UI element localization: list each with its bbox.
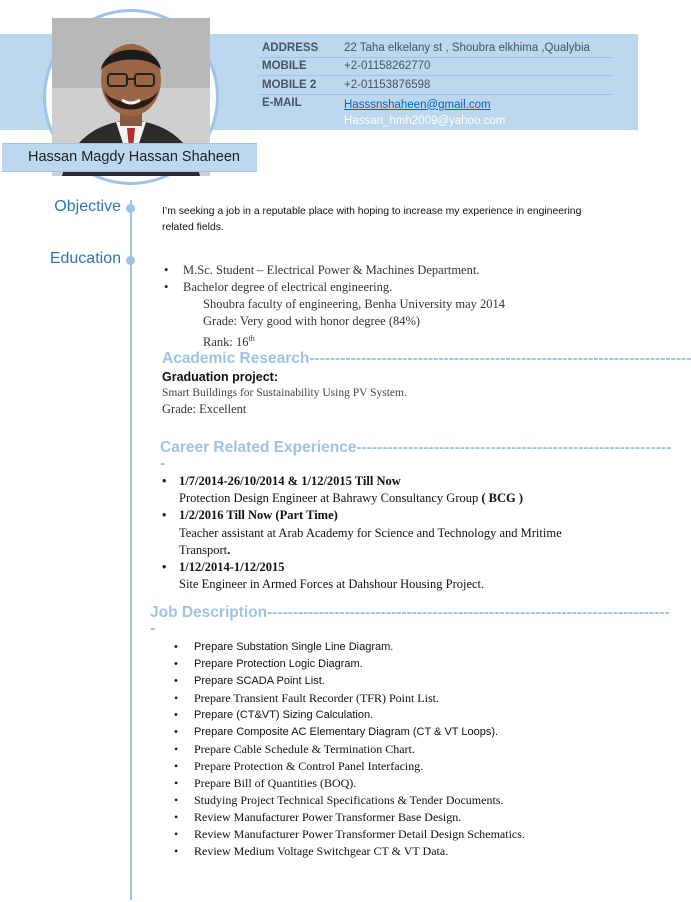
address-row xyxy=(258,39,612,58)
email-secondary: Hassan_hmh2009@yahoo.com xyxy=(344,114,506,127)
job-item-11: • Review Manufacturer Power Transformer Base Design. xyxy=(174,809,614,826)
job-item-13: • Review Medium Voltage Switchgear CT & VT Data. xyxy=(174,843,614,860)
graduation-project-topic: Smart Buildings for Sustainability Using PV System. xyxy=(162,387,407,399)
graduation-project-grade xyxy=(162,401,612,418)
timeline-line xyxy=(130,200,132,900)
job-title: Job Description xyxy=(150,604,268,621)
mobile-value: +2-01158262770 xyxy=(344,60,431,73)
career-divider: ------------------------------------------------------------- xyxy=(356,439,672,456)
rank-suffix: th xyxy=(248,334,255,343)
research-title: Academic Research xyxy=(162,350,310,367)
education-grade: Grade: Very good with honor degree (84%) xyxy=(203,314,421,328)
grade-label: Grade: xyxy=(162,402,197,416)
timeline-dot-objective xyxy=(126,204,135,213)
career-title: Career Related Experience xyxy=(160,439,357,456)
mobile-row xyxy=(258,58,612,77)
job-item-2: • Prepare Protection Logic Diagram. xyxy=(174,656,614,673)
job-item-12: • Review Manufacturer Power Transformer Detail Design Schematics. xyxy=(174,826,614,843)
job-heading xyxy=(150,604,670,622)
objective-heading: Objective xyxy=(54,198,121,215)
email-row xyxy=(258,95,612,131)
career-item-2-role: Teacher assistant at Arab Academy for Science and Technology and Mritime Transport xyxy=(179,525,562,557)
career-item-1-date: • 1/7/2014-26/10/2014 & 1/12/2015 Till Now xyxy=(160,473,610,490)
job-item-1: • Prepare Substation Single Line Diagram. xyxy=(174,639,614,656)
career-item-1-desc xyxy=(160,490,610,507)
education-item-msc: • M.Sc. Student – Electrical Power & Machines Department. xyxy=(162,262,612,279)
career-list xyxy=(160,473,610,593)
research-section xyxy=(162,369,612,418)
mobile-label: MOBILE xyxy=(262,60,307,73)
timeline-dot-education xyxy=(126,256,135,265)
job-item-6: • Prepare Composite AC Elementary Diagram (CT & VT Loops). xyxy=(174,724,614,741)
job-item-10: • Studying Project Technical Specifications & Tender Documents. xyxy=(174,792,614,809)
career-item-3-role: Site Engineer in Armed Forces at Dahshour Housing Project. xyxy=(179,577,485,592)
career-heading xyxy=(160,439,672,457)
education-item-bsc: • Bachelor degree of electrical engineering. xyxy=(162,279,612,296)
mobile2-value: +2-01153876598 xyxy=(344,78,431,91)
mobile2-label: MOBILE 2 xyxy=(262,78,317,91)
career-divider-overflow: - xyxy=(160,455,166,472)
career-item-1-company: ( BCG ) xyxy=(478,491,524,506)
contact-table xyxy=(258,39,612,131)
graduation-project-label: Graduation project: xyxy=(162,370,278,384)
job-divider: ------------------------------------------------------------------------------ xyxy=(267,604,670,621)
career-item-3-date: • 1/12/2014-1/12/2015 xyxy=(160,559,610,576)
job-item-4: • Prepare Transient Fault Recorder (TFR) Point List. xyxy=(174,690,614,707)
objective-text: I’m seeking a job in a reputable place with hoping to increase my experience in engineering related fields. xyxy=(162,206,582,233)
education-rank xyxy=(162,330,612,351)
career-item-1-role: Protection Design Engineer at Bahrawy Consultancy Group xyxy=(179,491,479,506)
career-item-3-desc xyxy=(160,576,610,593)
grade-value: Excellent xyxy=(196,402,247,416)
research-divider: -------------------------------------------------------------------------- xyxy=(309,350,691,367)
career-item-2-date: • 1/2/2016 Till Now (Part Time) xyxy=(160,507,610,524)
research-heading xyxy=(162,350,691,368)
education-section xyxy=(162,262,612,351)
candidate-name: Hassan Magdy Hassan Shaheen xyxy=(2,143,257,172)
email-primary-link[interactable]: Hasssnshaheen@gmail.com xyxy=(344,98,491,111)
address-label: ADDRESS xyxy=(262,41,319,54)
education-faculty: Shoubra faculty of engineering, Benha University may 2014 xyxy=(203,297,506,311)
career-item-2-desc xyxy=(160,525,610,559)
address-value: 22 Taha elkelany st , Shoubra elkhima ,Qualybia xyxy=(344,41,590,54)
job-item-9: • Prepare Bill of Quantities (BOQ). xyxy=(174,775,614,792)
job-item-5: • Prepare (CT&VT) Sizing Calculation. xyxy=(174,707,614,724)
job-list xyxy=(174,639,614,860)
email-label: E-MAIL xyxy=(262,96,302,109)
job-divider-overflow: - xyxy=(150,620,156,637)
job-item-3: • Prepare SCADA Point List. xyxy=(174,673,614,690)
education-heading: Education xyxy=(49,250,121,267)
job-item-7: • Prepare Cable Schedule & Termination Chart. xyxy=(174,741,614,758)
rank-text: Rank: 16 xyxy=(203,335,249,350)
career-item-2-end: . xyxy=(227,542,231,557)
job-item-8: • Prepare Protection & Control Panel Interfacing. xyxy=(174,758,614,775)
mobile2-row xyxy=(258,76,612,95)
